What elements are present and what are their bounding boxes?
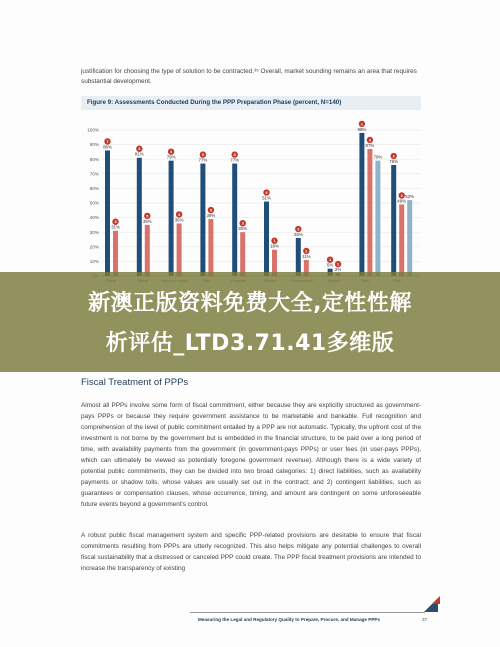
bar-value-label: 77% (198, 157, 208, 163)
count-badge-label: 3 (138, 147, 141, 152)
bar (407, 200, 412, 276)
count-badge-label: 3 (241, 221, 244, 226)
bar-value-label: 86% (103, 144, 112, 150)
bar (359, 133, 364, 276)
bar-value-label: 31% (111, 224, 120, 230)
count-badge-label: 6 (265, 191, 268, 196)
count-badge-label: 2 (392, 154, 395, 159)
banner-line-2: 析评估_LTD3.71.41多维版 (105, 331, 395, 356)
footer-text: Measuring the Legal and Regulatory Quality to Prepare, Procure, and Manage PPPs (198, 617, 381, 622)
bar-value-label: 49% (397, 198, 407, 204)
y-tick-label: 30% (89, 229, 99, 235)
bar (177, 223, 182, 276)
count-badge-label: 5 (209, 208, 212, 213)
count-badge-label: 8 (233, 153, 236, 158)
count-badge-label: 1 (337, 262, 340, 267)
count-badge-label: 4 (170, 150, 173, 155)
paragraph-1: Almost all PPPs involve some form of fiscal commitment, either because they are explicitly structured as government-pays PPPs or because they require government assistance to be marketable and bankable. Full recognition and comprehension of the level of public commitment entailed by a PPP are not automatic. Typically, the upfront cost of the investment is not borne by the government but is embedded in the financial structure, to be paid over a long period of time, with availability payments from the government (in government-pays PPPs) or user fees (in user-pays PPPs), which can ultimately be viewed as potentially foregone government revenue). Although there is a wide variety of potential public commitments, they can be divided into two broad categories: 1) direct liabilities, such as availability payments or shadow tolls, whose values are usually set out in the contract; and 2) contingent liabilities, such as guarantees or compensation clauses, whose occurrence, timing, and amount are contingent on some unforeseeable future events beyond a government's control. (81, 402, 421, 508)
count-badge-label: 1 (273, 239, 276, 244)
bar (137, 158, 142, 276)
page-number: 37 (422, 617, 428, 622)
bar (264, 202, 269, 276)
bar (145, 225, 150, 276)
intro-paragraph: justification for choosing the type of solution to be contracted.³⁵ Overall, market sounding remains an area that requires substantial development. (81, 68, 417, 85)
bar-value-label: 36% (174, 217, 184, 223)
count-badge-label: 3 (297, 227, 300, 232)
section-title: Fiscal Treatment of PPPs (81, 377, 189, 388)
count-badge-label: 3 (368, 138, 371, 143)
banner-line-1: 新澳正版资料免费大全,定性性解 (88, 291, 412, 316)
bar (232, 164, 237, 276)
y-tick-label: 70% (89, 171, 99, 177)
bar-value-label: 51% (262, 195, 271, 201)
bar-value-label: 5% (326, 262, 334, 268)
count-badge-label: 5 (146, 214, 149, 219)
count-badge-label: 5 (201, 153, 204, 158)
y-tick-label: 40% (89, 215, 99, 221)
bar-value-label: 39% (206, 213, 216, 219)
count-badge-label: 4 (178, 212, 181, 217)
bar-value-label: 2% (334, 267, 342, 273)
count-badge-label: 1 (329, 258, 332, 263)
y-tick-label: 80% (89, 156, 99, 162)
bar-value-label: 52% (405, 194, 415, 200)
bar-value-label: 76% (389, 159, 399, 165)
bar (375, 161, 380, 276)
y-tick-label: 50% (89, 200, 99, 206)
bar-value-label: 79% (373, 154, 383, 160)
bar (296, 238, 301, 276)
bar-value-label: 79% (166, 154, 176, 160)
bar (113, 231, 118, 276)
bar (208, 219, 213, 276)
bar (367, 149, 372, 276)
bar-value-label: 77% (230, 157, 240, 163)
bar (399, 204, 404, 276)
y-tick-label: 60% (89, 186, 99, 191)
count-badge-label: 2 (305, 249, 308, 254)
count-badge-label: 3 (114, 220, 117, 225)
bar-value-label: 18% (270, 243, 279, 249)
y-tick-label: 10% (89, 259, 99, 264)
bar (105, 150, 110, 276)
y-tick-label: 100% (87, 127, 99, 133)
bar-value-label: 35% (142, 218, 152, 224)
bar-value-label: 11% (302, 253, 311, 259)
bar-value-label: 81% (134, 151, 144, 157)
bar (200, 164, 205, 276)
footer-rule (190, 612, 425, 613)
corner-accent-icon (432, 596, 440, 604)
y-tick-label: 90% (89, 142, 99, 148)
bar-value-label: 87% (365, 142, 375, 148)
bar-value-label: 98% (357, 126, 367, 132)
figure-title: Figure 9: Assessments Conducted During the PPP Preparation Phase (percent, N=140) (87, 99, 342, 106)
bar (169, 161, 174, 276)
bar (240, 232, 245, 276)
y-tick-label: 20% (89, 244, 99, 250)
count-badge-label: 7 (106, 139, 109, 144)
count-badge-label: 1 (360, 122, 363, 127)
bar (391, 165, 396, 276)
paragraph-2: A robust public fiscal management system and specific PPP-related provisions are desirable to ensure that fiscal commitments resulting from PPPs are utterly recognized. This also helps mitigate any potential challenges to overall fiscal sustainability that a distressed or canceled PPP could create. The PPP fiscal treatment provisions are intended to increase the transparency of existing (81, 532, 421, 572)
assessment-bar-chart (80, 112, 425, 287)
count-badge-label: 2 (400, 193, 403, 198)
bar-value-label: 26% (293, 232, 303, 238)
bar-value-label: 30% (238, 226, 248, 232)
